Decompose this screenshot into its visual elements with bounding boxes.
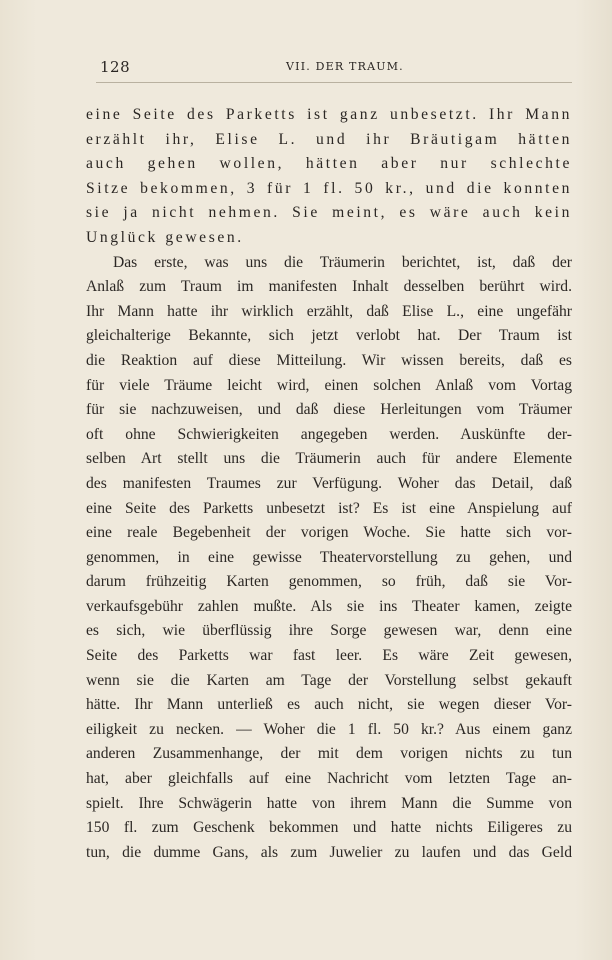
page-number: 128 [100, 58, 131, 76]
text-line: anderen Zusammenhange, der mit dem vorigen nichts zu tun [86, 745, 572, 763]
text-line: eine Seite des Parketts unbesetzt ist? Es ist eine Anspielung auf [86, 499, 572, 517]
page-header [100, 58, 572, 78]
text-line: hat, aber gleichfalls auf eine Nachricht vom letzten Tage an- [86, 770, 572, 788]
text-line: sie ja nicht nehmen. Sie meint, es wäre auch kein [86, 204, 572, 222]
header-rule [96, 82, 572, 83]
text-line: Seite des Parketts war fast leer. Es wäre Zeit gewesen, [86, 647, 572, 665]
text-line: des manifesten Traumes zur Verfügung. Woher das Detail, daß [86, 474, 572, 492]
text-line: tun, die dumme Gans, als zum Juwelier zu laufen und das Geld [86, 843, 572, 861]
text-line: es sich, wie überflüssig ihre Sorge gewesen war, denn eine [86, 622, 572, 640]
text-line: selben Art stellt uns die Träumerin auch für andere Elemente [86, 450, 572, 468]
text-line: Anlaß zum Traum im manifesten Inhalt desselben berührt wird. [86, 278, 572, 296]
text-line: gleichalterige Bekannte, sich jetzt verlobt hat. Der Traum ist [86, 327, 572, 345]
text-line: Unglück gewesen. [86, 228, 244, 246]
text-line: die Reaktion auf diese Mitteilung. Wir wissen bereits, daß es [86, 351, 572, 369]
text-line: Ihr Mann hatte ihr wirklich erzählt, daß Elise L., eine ungefähr [86, 302, 572, 320]
text-line: wenn sie die Karten am Tage der Vorstellung selbst gekauft [86, 671, 572, 689]
text-line: Sitze bekommen, 3 für 1 fl. 50 kr., und die konnten [86, 179, 572, 197]
text-line: eiligkeit zu necken. — Woher die 1 fl. 50 kr.? Aus einem ganz [86, 720, 572, 738]
text-line: darum frühzeitig Karten genommen, so früh, daß sie Vor- [86, 573, 572, 591]
text-line: Das erste, was uns die Träumerin berichtet, ist, daß der [113, 253, 572, 271]
text-line: für viele Träume leicht wird, einen solchen Anlaß vom Vortag [86, 376, 572, 394]
text-line: erzählt ihr, Elise L. und ihr Bräutigam hätten [86, 130, 572, 148]
text-line: hätte. Ihr Mann unterließ es auch nicht, sie wegen dieser Vor- [86, 696, 572, 714]
running-title: VII. DER TRAUM. [286, 60, 404, 73]
text-line: spielt. Ihre Schwägerin hatte von ihrem Mann die Summe von [86, 794, 572, 812]
text-line: verkaufsgebühr zahlen mußte. Als sie ins Theater kamen, zeigte [86, 597, 572, 615]
body-text [86, 103, 572, 865]
text-line: eine Seite des Parketts ist ganz unbesetzt. Ihr Mann [86, 106, 572, 123]
text-line: oft ohne Schwierigkeiten angegeben werden. Auskünfte der- [86, 425, 572, 443]
text-line: für sie nachzuweisen, und daß diese Herleitungen vom Träumer [86, 401, 572, 419]
text-line: auch gehen wollen, hätten aber nur schlechte [86, 155, 572, 173]
text-line: 150 fl. zum Geschenk bekommen und hatte nichts Eiligeres zu [86, 819, 572, 837]
text-line: eine reale Begebenheit der vorigen Woche. Sie hatte sich vor- [86, 524, 572, 542]
text-line: genommen, in eine gewisse Theatervorstellung zu gehen, und [86, 548, 572, 566]
